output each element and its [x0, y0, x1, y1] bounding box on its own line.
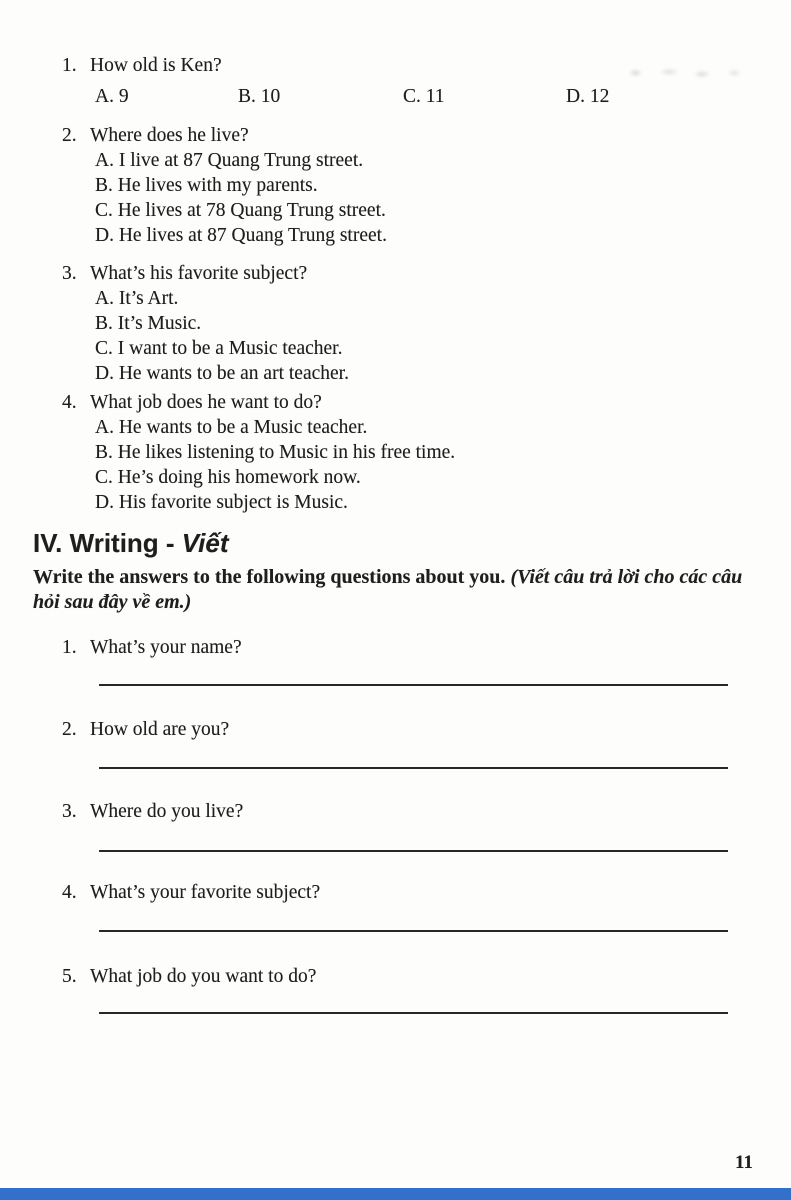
- heading-vietnamese: Viết: [181, 528, 229, 558]
- option-label: C.: [95, 467, 113, 488]
- question-number: 3.: [62, 263, 77, 284]
- option-label: A.: [95, 288, 114, 309]
- option-label: A.: [95, 86, 114, 107]
- writing-question-2: [62, 717, 761, 742]
- mcq-question-2: [62, 123, 761, 248]
- question-number: 1.: [62, 637, 77, 658]
- question-text: What’s his favorite subject?: [90, 263, 308, 284]
- writing-section-heading: [33, 528, 229, 558]
- question-text: How old are you?: [90, 719, 230, 740]
- option-text: His favorite subject is Music.: [118, 492, 348, 513]
- option-label: C.: [95, 200, 113, 221]
- option-a: [95, 148, 761, 173]
- option-text: He lives at 78 Quang Trung street.: [117, 200, 386, 221]
- option-text: He lives at 87 Quang Trung street.: [118, 225, 387, 246]
- instruction-vietnamese: (Viết câu trả lời cho các câu hỏi sau đây về em.): [33, 566, 743, 613]
- option-text: He likes listening to Music in his free time.: [117, 442, 456, 463]
- option-label: D.: [566, 86, 585, 107]
- option-label: B.: [95, 442, 113, 463]
- option-a: [95, 415, 761, 440]
- question-number: 4.: [62, 392, 77, 413]
- question-number: 4.: [62, 882, 77, 903]
- option-b: [95, 311, 761, 336]
- question-line: [62, 53, 761, 78]
- option-c: [95, 465, 761, 490]
- option-d: [95, 223, 761, 248]
- question-line: [62, 123, 761, 148]
- option-text: 12: [589, 86, 610, 107]
- option-b: [95, 173, 761, 198]
- option-text: He wants to be a Music teacher.: [118, 417, 368, 438]
- page-number: 11: [735, 1152, 753, 1173]
- writing-question-3: [62, 799, 761, 824]
- option-text: He wants to be an art teacher.: [118, 363, 349, 384]
- option-text: I live at 87 Quang Trung street.: [118, 150, 364, 171]
- mcq-question-3: [62, 261, 761, 386]
- option-label: A.: [95, 150, 114, 171]
- instruction-english: Write the answers to the following questions about you.: [33, 566, 511, 588]
- option-text: He lives with my parents.: [117, 175, 318, 196]
- option-text: It’s Music.: [117, 313, 202, 334]
- option-b: [238, 84, 280, 109]
- answer-line-4: [99, 930, 728, 932]
- mcq-question-4: [62, 390, 761, 515]
- option-d: [95, 361, 761, 386]
- answer-line-5: [99, 1012, 728, 1014]
- question-number: 2.: [62, 125, 77, 146]
- writing-question-5: [62, 964, 761, 989]
- option-text: I want to be a Music teacher.: [117, 338, 343, 359]
- answer-line-2: [99, 767, 728, 769]
- mcq-question-1: [62, 53, 761, 109]
- option-list: [62, 415, 761, 515]
- question-number: 3.: [62, 801, 77, 822]
- heading-prefix: IV. Writing -: [33, 528, 182, 558]
- option-label: D.: [95, 225, 114, 246]
- option-c: [403, 84, 445, 109]
- question-text: Where do you live?: [90, 801, 244, 822]
- question-text: How old is Ken?: [90, 55, 222, 76]
- question-number: 1.: [62, 55, 77, 76]
- option-label: B.: [238, 86, 256, 107]
- option-row: [62, 84, 761, 109]
- question-text: Where does he live?: [90, 125, 249, 146]
- option-label: D.: [95, 492, 114, 513]
- writing-instruction: [33, 565, 761, 614]
- question-text: What job do you want to do?: [90, 966, 317, 987]
- question-line: [62, 261, 761, 286]
- option-label: B.: [95, 313, 113, 334]
- option-a: [95, 84, 129, 109]
- option-c: [95, 336, 761, 361]
- question-text: What’s your favorite subject?: [90, 882, 321, 903]
- option-label: C.: [95, 338, 113, 359]
- option-label: D.: [95, 363, 114, 384]
- question-line: [62, 390, 761, 415]
- option-text: 11: [425, 86, 445, 107]
- option-text: He’s doing his homework now.: [117, 467, 361, 488]
- option-a: [95, 286, 761, 311]
- answer-line-1: [99, 684, 728, 686]
- option-label: A.: [95, 417, 114, 438]
- footer-accent-bar: [0, 1188, 791, 1200]
- option-text: It’s Art.: [118, 288, 179, 309]
- answer-line-3: [99, 850, 728, 852]
- option-d: [566, 84, 609, 109]
- option-label: B.: [95, 175, 113, 196]
- question-number: 2.: [62, 719, 77, 740]
- question-text: What job does he want to do?: [90, 392, 322, 413]
- writing-question-1: [62, 635, 761, 660]
- option-list: [62, 286, 761, 386]
- option-list: [62, 148, 761, 248]
- question-number: 5.: [62, 966, 77, 987]
- writing-question-4: [62, 880, 761, 905]
- option-b: [95, 440, 761, 465]
- option-c: [95, 198, 761, 223]
- option-text: 9: [118, 86, 129, 107]
- option-label: C.: [403, 86, 421, 107]
- option-d: [95, 490, 761, 515]
- question-text: What’s your name?: [90, 637, 242, 658]
- option-text: 10: [260, 86, 281, 107]
